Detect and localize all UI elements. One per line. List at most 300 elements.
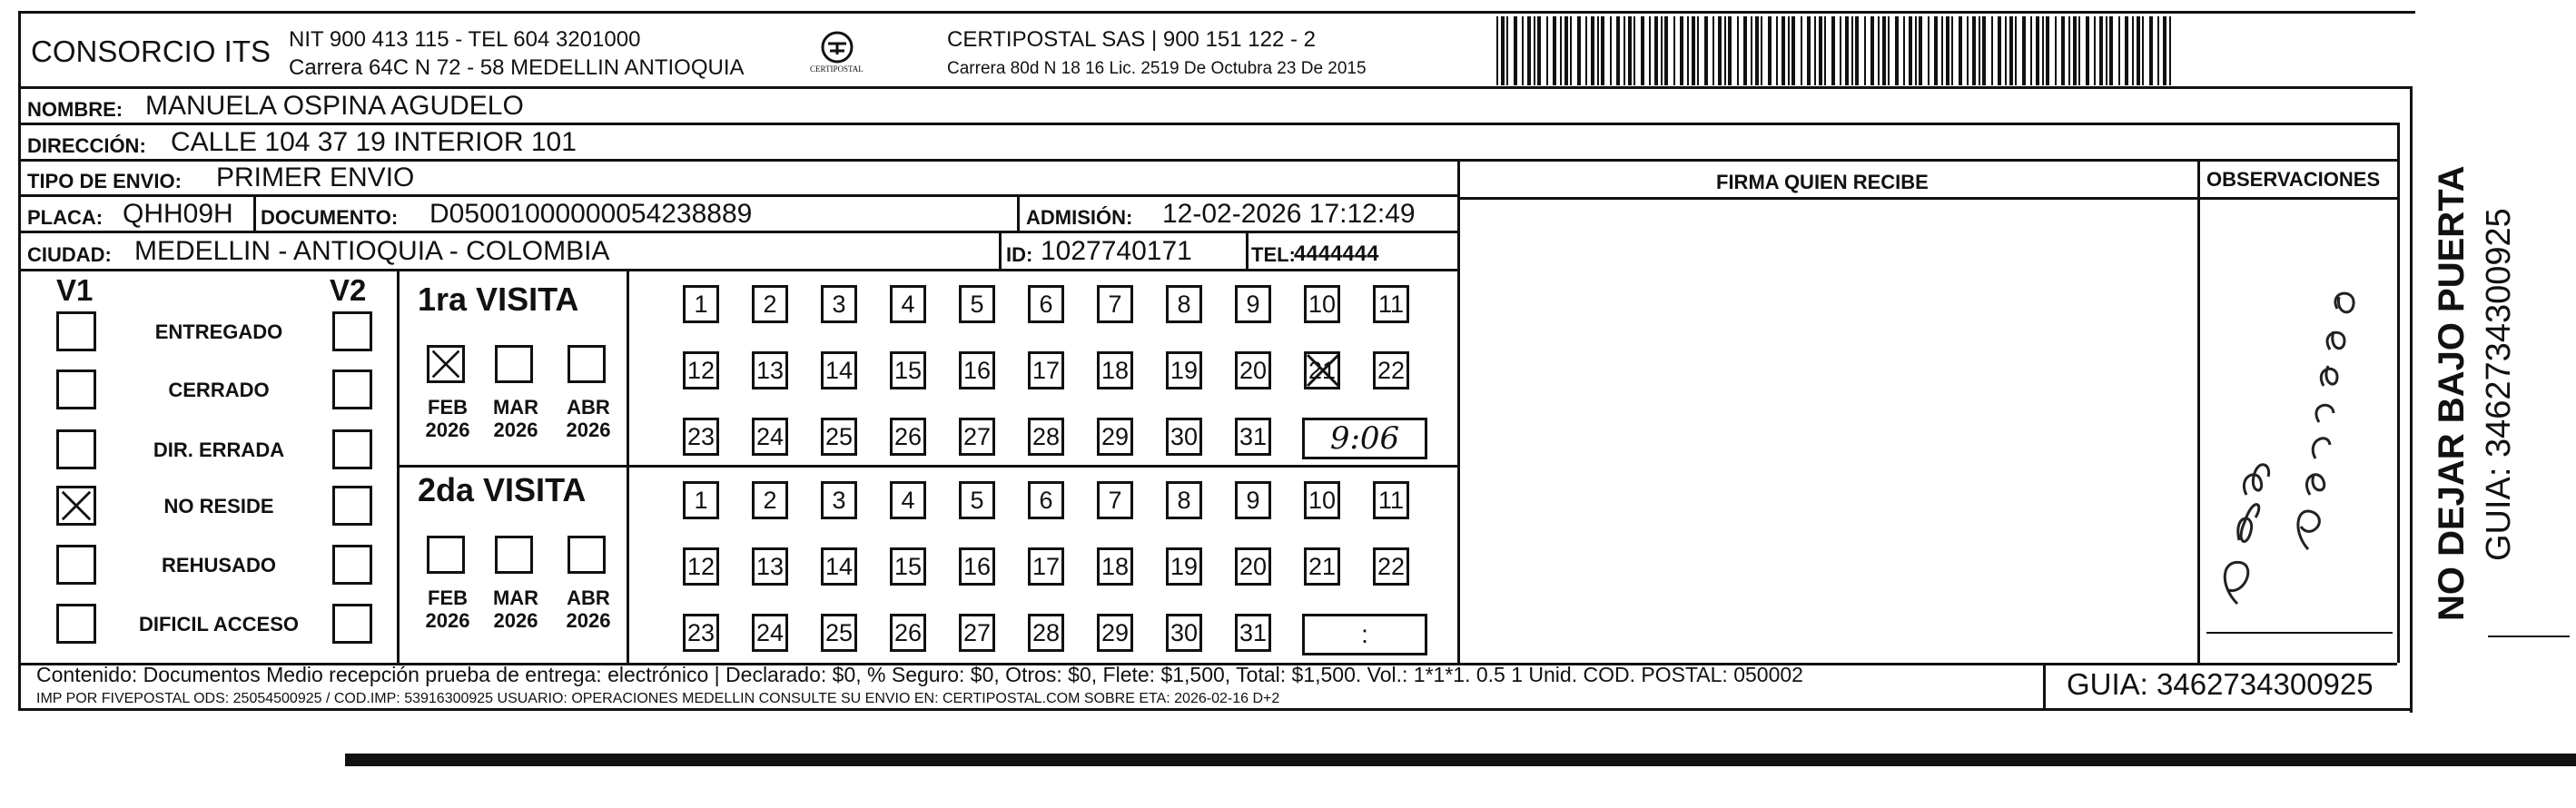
- day-box-14[interactable]: [821, 547, 857, 586]
- barcode-bar: [2055, 16, 2057, 85]
- barcode-bar: [1649, 16, 1651, 85]
- month-checkbox-abr[interactable]: [568, 345, 606, 383]
- day-box-13[interactable]: [752, 547, 788, 586]
- month-name: FEB: [428, 586, 468, 609]
- v2-checkbox-6[interactable]: [332, 604, 372, 644]
- day-number: 26: [893, 619, 923, 646]
- v1-checkbox-3[interactable]: [56, 429, 96, 469]
- day-box-11[interactable]: [1373, 285, 1409, 323]
- day-box-29[interactable]: [1097, 418, 1133, 456]
- visit1-title: 1ra VISITA: [418, 281, 579, 318]
- day-box-11[interactable]: [1373, 481, 1409, 519]
- day-number: 24: [755, 423, 785, 450]
- barcode-bar: [1585, 16, 1587, 85]
- barcode-bar: [1641, 16, 1644, 85]
- day-number: 18: [1100, 553, 1130, 580]
- day-box-1[interactable]: [683, 285, 719, 323]
- day-box-6[interactable]: [1028, 481, 1064, 519]
- barcode-bar: [1951, 16, 1953, 85]
- day-box-5[interactable]: [959, 481, 995, 519]
- day-number: 9: [1246, 487, 1260, 514]
- day-box-12[interactable]: [683, 351, 719, 389]
- tel-value: 4444444: [1294, 241, 1379, 266]
- admission-divider: [1017, 194, 1020, 231]
- day-box-30[interactable]: [1166, 614, 1202, 652]
- barcode-bar: [1564, 16, 1568, 85]
- day-number: 7: [1108, 291, 1122, 318]
- city-value: MEDELLIN - ANTIOQUIA - COLOMBIA: [134, 236, 610, 266]
- day-box-4[interactable]: [890, 285, 926, 323]
- plate-label: PLACA:: [27, 206, 104, 229]
- day-box-20[interactable]: [1235, 547, 1271, 586]
- barcode-bar: [1743, 16, 1747, 85]
- document-label: DOCUMENTO:: [261, 206, 399, 229]
- day-number: 8: [1177, 487, 1191, 514]
- day-number: 3: [832, 291, 846, 318]
- day-box-3[interactable]: [821, 481, 857, 519]
- barcode-bar: [1959, 16, 1962, 85]
- barcode-bar: [1928, 16, 1930, 85]
- day-box-20[interactable]: [1235, 351, 1271, 389]
- sender-nit: NIT 900 413 115 - TEL 604 3201000: [289, 27, 641, 52]
- day-number: 27: [962, 619, 992, 646]
- barcode-bar: [1628, 16, 1632, 85]
- day-number: 28: [1031, 423, 1061, 450]
- barcode-bar: [1534, 16, 1535, 85]
- day-box-15[interactable]: [890, 351, 926, 389]
- footer-imp: IMP POR FIVEPOSTAL ODS: 25054500925 / COD.IMP: 53916300925 USUARIO: OPERACIONES MEDELLIN CONSULTE SU ENVIO EN: CERTIPOSTAL.COM SOBRE ETA: 2026-02-16 D+2: [36, 691, 1280, 706]
- day-box-17[interactable]: [1028, 351, 1064, 389]
- day-box-31[interactable]: [1235, 614, 1271, 652]
- day-number: 9: [1246, 291, 1260, 318]
- day-box-23[interactable]: [683, 614, 719, 652]
- day-box-8[interactable]: [1166, 285, 1202, 323]
- day-box-2[interactable]: [752, 481, 788, 519]
- barcode-bar: [1801, 16, 1802, 85]
- right-edge-mark: [2488, 636, 2570, 637]
- day-number: 19: [1170, 553, 1199, 580]
- v2-checkbox-3[interactable]: [332, 429, 372, 469]
- day-number: 26: [893, 423, 923, 450]
- day-box-3[interactable]: [821, 285, 857, 323]
- barcode-bar: [2078, 16, 2080, 85]
- day-number: 10: [1308, 291, 1337, 318]
- id-value: 1027740171: [1041, 236, 1192, 266]
- barcode-bar: [1895, 16, 1899, 85]
- day-number: 8: [1177, 291, 1191, 318]
- barcode-bar: [2149, 16, 2153, 85]
- month-checkbox-mar[interactable]: [495, 536, 533, 574]
- day-box-9[interactable]: [1235, 285, 1271, 323]
- day-number: 1: [694, 291, 708, 318]
- header-divider: [18, 86, 2413, 89]
- day-number: 1: [694, 487, 708, 514]
- v2-label: V2: [330, 273, 367, 307]
- barcode-bar: [2109, 16, 2113, 85]
- month-year: 2026: [566, 419, 611, 442]
- month-year: 2026: [493, 419, 538, 442]
- v1-checkbox-6[interactable]: [56, 604, 96, 644]
- day-number: 31: [1239, 423, 1268, 450]
- barcode-bar: [1724, 16, 1726, 85]
- day-number: 6: [1039, 487, 1053, 514]
- day-box-27[interactable]: [959, 614, 995, 652]
- visit2-title: 2da VISITA: [418, 471, 587, 508]
- barcode-bar: [1781, 16, 1785, 85]
- v1-label: V1: [56, 273, 94, 307]
- barcode-bar: [1687, 16, 1689, 85]
- barcode-bar: [1661, 16, 1663, 85]
- logo-text: CERTIPOSTAL: [810, 64, 864, 74]
- month-name: FEB: [428, 396, 468, 419]
- barcode-bar: [1591, 16, 1594, 85]
- month-name: MAR: [492, 586, 539, 609]
- day-box-23[interactable]: [683, 418, 719, 456]
- day-number: 2: [763, 291, 777, 318]
- month-year: 2026: [493, 609, 538, 633]
- row-divider-2: [18, 159, 2397, 162]
- certipostal-logo: [810, 27, 864, 80]
- day-number: 12: [686, 553, 716, 580]
- carrier-license: Carrera 80d N 18 16 Lic. 2519 De Octubra 23 De 2015: [947, 59, 1367, 78]
- day-box-22[interactable]: [1373, 351, 1409, 389]
- barcode-bar: [1506, 16, 1508, 85]
- day-box-10[interactable]: [1304, 285, 1340, 323]
- day-box-15[interactable]: [890, 547, 926, 586]
- v2-checkbox-5[interactable]: [332, 545, 372, 585]
- barcode-bar: [2142, 16, 2144, 85]
- barcode-bar: [1840, 16, 1841, 85]
- month-year: 2026: [425, 419, 470, 442]
- day-box-21[interactable]: [1304, 351, 1340, 389]
- barcode-bar: [2073, 16, 2077, 85]
- v2-checkbox-1[interactable]: [332, 311, 372, 351]
- month-checkbox-feb[interactable]: [427, 536, 465, 574]
- day-number: 5: [970, 291, 984, 318]
- day-box-28[interactable]: [1028, 614, 1064, 652]
- signature-left-border: [1457, 159, 1460, 663]
- day-number: 24: [755, 619, 785, 646]
- signature-header-line: [1457, 197, 2397, 200]
- barcode-bar: [1514, 16, 1517, 85]
- time-box[interactable]: [1302, 418, 1427, 459]
- day-number: 22: [1377, 357, 1406, 384]
- month-name: ABR: [567, 586, 610, 609]
- barcode-bar: [1624, 16, 1625, 85]
- day-box-30[interactable]: [1166, 418, 1202, 456]
- barcode-bar: [2125, 16, 2128, 85]
- barcode-bar: [2106, 16, 2107, 85]
- status-label: REHUSADO: [162, 554, 276, 576]
- day-number: 22: [1377, 553, 1406, 580]
- day-box-25[interactable]: [821, 418, 857, 456]
- day-box-26[interactable]: [890, 418, 926, 456]
- month-year: 2026: [425, 609, 470, 633]
- footer-guia-divider: [2043, 663, 2046, 708]
- day-cross-mark: [1305, 352, 1341, 389]
- barcode-bar: [1761, 16, 1762, 85]
- day-number: 23: [686, 619, 716, 646]
- barcode-bar: [1718, 16, 1722, 85]
- day-number: 14: [824, 357, 854, 384]
- day-number: 4: [901, 291, 915, 318]
- footer-guia: GUIA: 3462734300925: [2067, 667, 2374, 701]
- day-number: 15: [893, 553, 923, 580]
- barcode-bar: [1654, 16, 1658, 85]
- barcode-bar: [1946, 16, 1949, 85]
- bottom-edge-bar: [345, 754, 2576, 766]
- day-box-13[interactable]: [752, 351, 788, 389]
- barcode-bar: [1553, 16, 1556, 85]
- day-number: 29: [1100, 423, 1130, 450]
- barcode-bar: [2005, 16, 2007, 85]
- signature-header: FIRMA QUIEN RECIBE: [1716, 171, 1929, 193]
- day-number: 30: [1170, 619, 1199, 646]
- barcode-bar: [1768, 16, 1772, 85]
- day-box-21[interactable]: [1304, 547, 1340, 586]
- observations-right-border: [2397, 123, 2400, 663]
- day-box-17[interactable]: [1028, 547, 1064, 586]
- barcode-bar: [1967, 16, 1969, 85]
- barcode-bar: [2009, 16, 2013, 85]
- barcode-bar: [1998, 16, 2001, 85]
- barcode-bar: [1527, 16, 1531, 85]
- day-box-19[interactable]: [1166, 351, 1202, 389]
- barcode-bar: [1704, 16, 1708, 85]
- day-box-8[interactable]: [1166, 481, 1202, 519]
- barcode-bar: [1616, 16, 1620, 85]
- day-box-26[interactable]: [890, 614, 926, 652]
- month-checkbox-feb[interactable]: [427, 345, 465, 383]
- day-number: 10: [1308, 487, 1337, 514]
- month-label: [557, 396, 620, 442]
- barcode-bar: [1597, 16, 1599, 85]
- day-box-31[interactable]: [1235, 418, 1271, 456]
- barcode-bar: [1855, 16, 1859, 85]
- barcode-bar: [1941, 16, 1943, 85]
- day-box-18[interactable]: [1097, 547, 1133, 586]
- month-label: [484, 396, 548, 442]
- barcode-bar: [1814, 16, 1816, 85]
- observation-handwriting: [2201, 204, 2395, 631]
- v2-checkbox-4[interactable]: [332, 486, 372, 526]
- day-number: 6: [1039, 291, 1053, 318]
- day-number: 5: [970, 487, 984, 514]
- barcode-bar: [1751, 16, 1752, 85]
- barcode-bar: [1845, 16, 1849, 85]
- day-number: 27: [962, 423, 992, 450]
- barcode-bar: [1870, 16, 1874, 85]
- status-label: DIFICIL ACCESO: [138, 613, 299, 636]
- day-number: 16: [962, 357, 992, 384]
- row-divider-1: [18, 123, 2397, 125]
- address-label: DIRECCIÓN:: [27, 134, 146, 157]
- barcode-bar: [1776, 16, 1778, 85]
- side-guia: GUIA: 3462734300925: [2480, 208, 2518, 561]
- barcode-bar: [2061, 16, 2065, 85]
- frame-bottom: [18, 708, 2413, 711]
- day-number: 18: [1100, 357, 1130, 384]
- tel-divider: [1246, 231, 1249, 269]
- day-number: 2: [763, 487, 777, 514]
- day-number: 7: [1108, 487, 1122, 514]
- v1-checkbox-2[interactable]: [56, 370, 96, 409]
- day-box-7[interactable]: [1097, 285, 1133, 323]
- visit-divider: [397, 465, 1457, 468]
- barcode-bar: [1728, 16, 1732, 85]
- barcode-bar: [1788, 16, 1790, 85]
- v2-checkbox-2[interactable]: [332, 370, 372, 409]
- barcode-bar: [1496, 16, 1498, 85]
- barcode-bar: [2022, 16, 2026, 85]
- day-box-25[interactable]: [821, 614, 857, 652]
- day-box-16[interactable]: [959, 351, 995, 389]
- day-number: 17: [1031, 553, 1061, 580]
- month-year: 2026: [566, 609, 611, 633]
- day-box-10[interactable]: [1304, 481, 1340, 519]
- v1-checkbox-1[interactable]: [56, 311, 96, 351]
- day-number: 15: [893, 357, 923, 384]
- time-box[interactable]: [1302, 614, 1427, 655]
- no-dejar-bajo-puerta: NO DEJAR BAJO PUERTA: [2432, 165, 2472, 621]
- id-divider: [999, 231, 1002, 269]
- month-name: MAR: [492, 396, 539, 419]
- barcode-bar: [1919, 16, 1922, 85]
- day-box-7[interactable]: [1097, 481, 1133, 519]
- barcode-bar: [1501, 16, 1505, 85]
- day-box-22[interactable]: [1373, 547, 1409, 586]
- day-number: 11: [1377, 291, 1405, 318]
- month-checkbox-mar[interactable]: [495, 345, 533, 383]
- shipment-type: PRIMER ENVIO: [216, 163, 415, 192]
- barcode-bar: [1909, 16, 1912, 85]
- carrier-title: CERTIPOSTAL SAS | 900 151 122 - 2: [947, 27, 1316, 52]
- month-name: ABR: [567, 396, 610, 419]
- barcode-bar: [1888, 16, 1890, 85]
- time-value: :: [1361, 620, 1368, 648]
- day-box-4[interactable]: [890, 481, 926, 519]
- barcode-bar: [1878, 16, 1880, 85]
- barcode-bar: [1570, 16, 1572, 85]
- day-number: 21: [1308, 357, 1337, 384]
- v1-checkbox-4[interactable]: [56, 486, 96, 526]
- day-box-14[interactable]: [821, 351, 857, 389]
- tel-label: TEL:: [1251, 243, 1296, 266]
- observations-header: OBSERVACIONES: [2206, 168, 2381, 191]
- row-divider-5: [18, 269, 1457, 271]
- day-number: 3: [832, 487, 846, 514]
- day-number: 20: [1239, 553, 1268, 580]
- months-right-border: [627, 269, 629, 663]
- month-label: [416, 396, 479, 442]
- frame-left: [18, 11, 21, 708]
- barcode-bar: [1577, 16, 1581, 85]
- barcode-bar: [2169, 16, 2171, 85]
- day-box-28[interactable]: [1028, 418, 1064, 456]
- day-box-27[interactable]: [959, 418, 995, 456]
- day-number: 14: [824, 553, 854, 580]
- barcode-bar: [1807, 16, 1811, 85]
- day-box-24[interactable]: [752, 418, 788, 456]
- day-number: 21: [1308, 553, 1337, 580]
- row-divider-4: [18, 231, 1457, 233]
- barcode-bar: [2157, 16, 2159, 85]
- barcode-bar: [1755, 16, 1759, 85]
- status-label: NO RESIDE: [163, 495, 274, 517]
- day-number: 17: [1031, 357, 1061, 384]
- barcode-bar: [2094, 16, 2096, 85]
- barcode-bar: [1697, 16, 1699, 85]
- day-box-19[interactable]: [1166, 547, 1202, 586]
- day-number: 29: [1100, 619, 1130, 646]
- day-box-29[interactable]: [1097, 614, 1133, 652]
- barcode-bar: [1851, 16, 1853, 85]
- day-box-6[interactable]: [1028, 285, 1064, 323]
- recipient-address: CALLE 104 37 19 INTERIOR 101: [171, 127, 577, 157]
- day-box-5[interactable]: [959, 285, 995, 323]
- recipient-name: MANUELA OSPINA AGUDELO: [145, 91, 524, 121]
- day-number: 25: [824, 619, 854, 646]
- admission-value: 12-02-2026 17:12:49: [1162, 199, 1416, 229]
- barcode-bar: [1903, 16, 1905, 85]
- month-checkbox-abr[interactable]: [568, 536, 606, 574]
- barcode-bar: [1610, 16, 1612, 85]
- type-label: TIPO DE ENVIO:: [27, 170, 182, 192]
- barcode-bar: [2036, 16, 2039, 85]
- day-number: 31: [1239, 619, 1268, 646]
- day-number: 4: [901, 487, 915, 514]
- barcode-bar: [1664, 16, 1668, 85]
- day-box-9[interactable]: [1235, 481, 1271, 519]
- day-box-24[interactable]: [752, 614, 788, 652]
- day-number: 20: [1239, 357, 1268, 384]
- barcode-bar: [1601, 16, 1604, 85]
- day-box-18[interactable]: [1097, 351, 1133, 389]
- admission-label: ADMISIÓN:: [1026, 206, 1133, 229]
- barcode-bar: [1982, 16, 1986, 85]
- barcode-bar: [1972, 16, 1976, 85]
- barcode-bar: [1991, 16, 1993, 85]
- name-label: NOMBRE:: [27, 98, 123, 121]
- barcode-bar: [2137, 16, 2140, 85]
- day-number: 12: [686, 357, 716, 384]
- v1-checkbox-5[interactable]: [56, 545, 96, 585]
- barcode-bar: [2132, 16, 2134, 85]
- barcode-bar: [1633, 16, 1635, 85]
- barcode-bar: [1560, 16, 1562, 85]
- day-box-1[interactable]: [683, 481, 719, 519]
- day-box-16[interactable]: [959, 547, 995, 586]
- day-number: 23: [686, 423, 716, 450]
- barcode-bar: [2015, 16, 2017, 85]
- barcode-bar: [2042, 16, 2044, 85]
- day-box-12[interactable]: [683, 547, 719, 586]
- barcode-bar: [2118, 16, 2120, 85]
- barcode-bar: [1831, 16, 1835, 85]
- sender-name: CONSORCIO ITS: [31, 34, 271, 68]
- barcode-bar: [1915, 16, 1917, 85]
- month-label: [484, 586, 548, 633]
- barcode-bar: [1882, 16, 1886, 85]
- barcode: [1496, 16, 2177, 85]
- day-box-2[interactable]: [752, 285, 788, 323]
- footer-contents: Contenido: Documentos Medio recepción prueba de entrega: electrónico | Declarado: $0, % Seguro: $0, Otros: $0, Flete: $1,500, Total: $1,500. Vol.: 1*1*1. 0.5 1 Unid. COD. POSTAL: 050002: [36, 663, 1803, 686]
- barcode-bar: [1522, 16, 1524, 85]
- status-label: CERRADO: [168, 379, 270, 401]
- status-label: DIR. ERRADA: [153, 438, 285, 461]
- day-number: 30: [1170, 423, 1199, 450]
- barcode-bar: [2163, 16, 2166, 85]
